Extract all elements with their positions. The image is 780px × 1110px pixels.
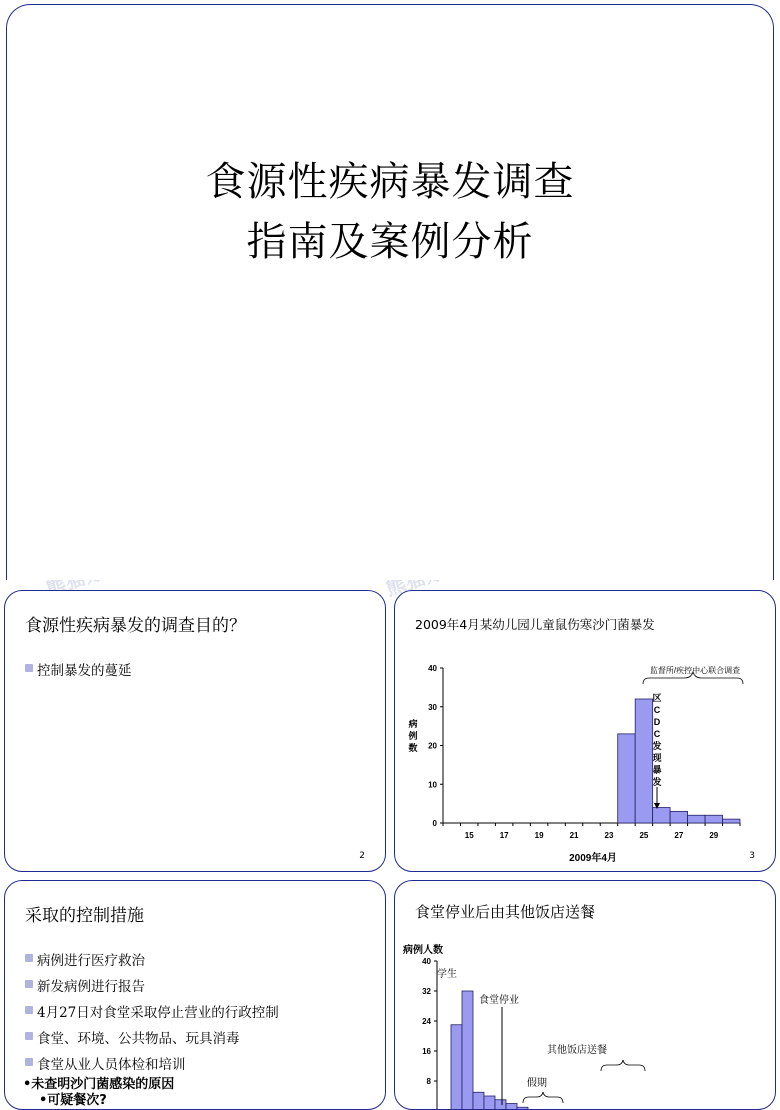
annotation-char: 发 bbox=[652, 741, 662, 751]
y-tick-label: 40 bbox=[428, 664, 437, 673]
bar bbox=[688, 815, 705, 823]
slide-epidemic-curve bbox=[394, 590, 776, 872]
annotation-char: 暴 bbox=[652, 765, 662, 775]
slide-investigation-purpose bbox=[4, 590, 386, 872]
bullet-item: 食堂从业人员体检和培训 bbox=[25, 1053, 279, 1073]
bar bbox=[451, 1025, 462, 1109]
bar bbox=[653, 808, 670, 824]
bar bbox=[462, 991, 473, 1109]
y-tick-label: 40 bbox=[422, 957, 431, 966]
annotation-char: 发 bbox=[652, 777, 662, 787]
bar bbox=[618, 734, 635, 823]
slide-control-measures bbox=[4, 880, 386, 1110]
brace-icon bbox=[523, 1092, 563, 1103]
bar bbox=[495, 1100, 506, 1109]
bar bbox=[635, 699, 652, 823]
bar bbox=[517, 1107, 528, 1109]
epidemic-curve-chart bbox=[395, 591, 775, 871]
y-tick-label: 30 bbox=[428, 702, 437, 712]
annotation-char: 区 bbox=[652, 693, 662, 703]
annotation-joint-investigation: 监督所/疾控中心联合调查 bbox=[649, 666, 741, 675]
y-tick-label: 20 bbox=[428, 741, 437, 751]
title-slide bbox=[6, 4, 774, 580]
cases-chart bbox=[395, 881, 775, 1109]
x-axis-label: 2009年4月 bbox=[569, 853, 617, 864]
bullet-item: 食堂、环境、公共物品、玩具消毒 bbox=[25, 1027, 279, 1047]
bullet-item: 4月27日对食堂采取停止营业的行政控制 bbox=[25, 1001, 279, 1021]
slide-title-line1: 食源性疾病暴发调查 bbox=[205, 159, 575, 205]
page-number: 2 bbox=[359, 851, 365, 861]
y-axis-label-char: 病 bbox=[408, 719, 418, 729]
bar bbox=[670, 811, 687, 823]
x-tick-label: 15 bbox=[464, 831, 474, 840]
label-students: 学生 bbox=[437, 969, 457, 980]
y-tick-label: 16 bbox=[422, 1047, 431, 1056]
annotation-char: C bbox=[653, 705, 661, 715]
y-tick-label: 24 bbox=[422, 1017, 431, 1026]
bar bbox=[484, 1096, 495, 1109]
bullet-list bbox=[25, 659, 132, 685]
bar bbox=[705, 815, 722, 823]
y-tick-label: 32 bbox=[422, 987, 431, 996]
bullet-item: 病例进行医疗救治 bbox=[25, 949, 279, 969]
x-tick-label: 25 bbox=[639, 831, 649, 840]
y-tick-label: 10 bbox=[428, 780, 437, 790]
x-tick-label: 19 bbox=[534, 831, 544, 840]
chart-title: 2009年4月某幼儿园儿童鼠伤寒沙门菌暴发 bbox=[415, 617, 655, 632]
y-tick-label: 0 bbox=[432, 819, 437, 828]
slide-title: 食源性疾病暴发的调查目的？ bbox=[25, 616, 246, 636]
x-tick-label: 21 bbox=[569, 831, 579, 840]
slide-title: 采取的控制措施 bbox=[25, 906, 144, 926]
y-axis-label-char: 数 bbox=[408, 743, 418, 753]
y-axis-label: 病例人数 bbox=[403, 945, 443, 956]
bullet-item: 控制暴发的蔓延 bbox=[25, 659, 132, 679]
brace-icon bbox=[601, 1060, 645, 1071]
y-tick-label: 8 bbox=[426, 1077, 431, 1086]
label-holiday: 假期 bbox=[527, 1078, 547, 1089]
label-other-restaurants: 其他饭店送餐 bbox=[547, 1045, 607, 1056]
annotation-char: C bbox=[653, 729, 661, 739]
bullet-list bbox=[25, 949, 279, 1079]
y-axis-label-char: 例 bbox=[408, 731, 418, 741]
note-unknown-cause: •未查明沙门菌感染的原因 bbox=[23, 1077, 175, 1092]
label-canteen-closed: 食堂停业 bbox=[479, 995, 519, 1006]
slide-title: 食堂停业后由其他饭店送餐 bbox=[415, 903, 596, 921]
x-tick-label: 17 bbox=[499, 831, 509, 840]
slide-title-line2: 指南及案例分析 bbox=[246, 219, 534, 265]
x-tick-label: 23 bbox=[604, 831, 614, 840]
bullet-item: 新发病例进行报告 bbox=[25, 975, 279, 995]
note-suspect-meal: •可疑餐次? bbox=[39, 1093, 107, 1108]
page-number: 3 bbox=[749, 851, 755, 861]
bar bbox=[506, 1104, 517, 1110]
annotation-char: 现 bbox=[652, 753, 662, 763]
x-tick-label: 29 bbox=[709, 831, 719, 840]
annotation-char: D bbox=[653, 717, 661, 727]
bar bbox=[473, 1092, 484, 1109]
bar bbox=[723, 819, 740, 823]
x-tick-label: 27 bbox=[674, 831, 684, 840]
slide-canteen-closure bbox=[394, 880, 776, 1110]
